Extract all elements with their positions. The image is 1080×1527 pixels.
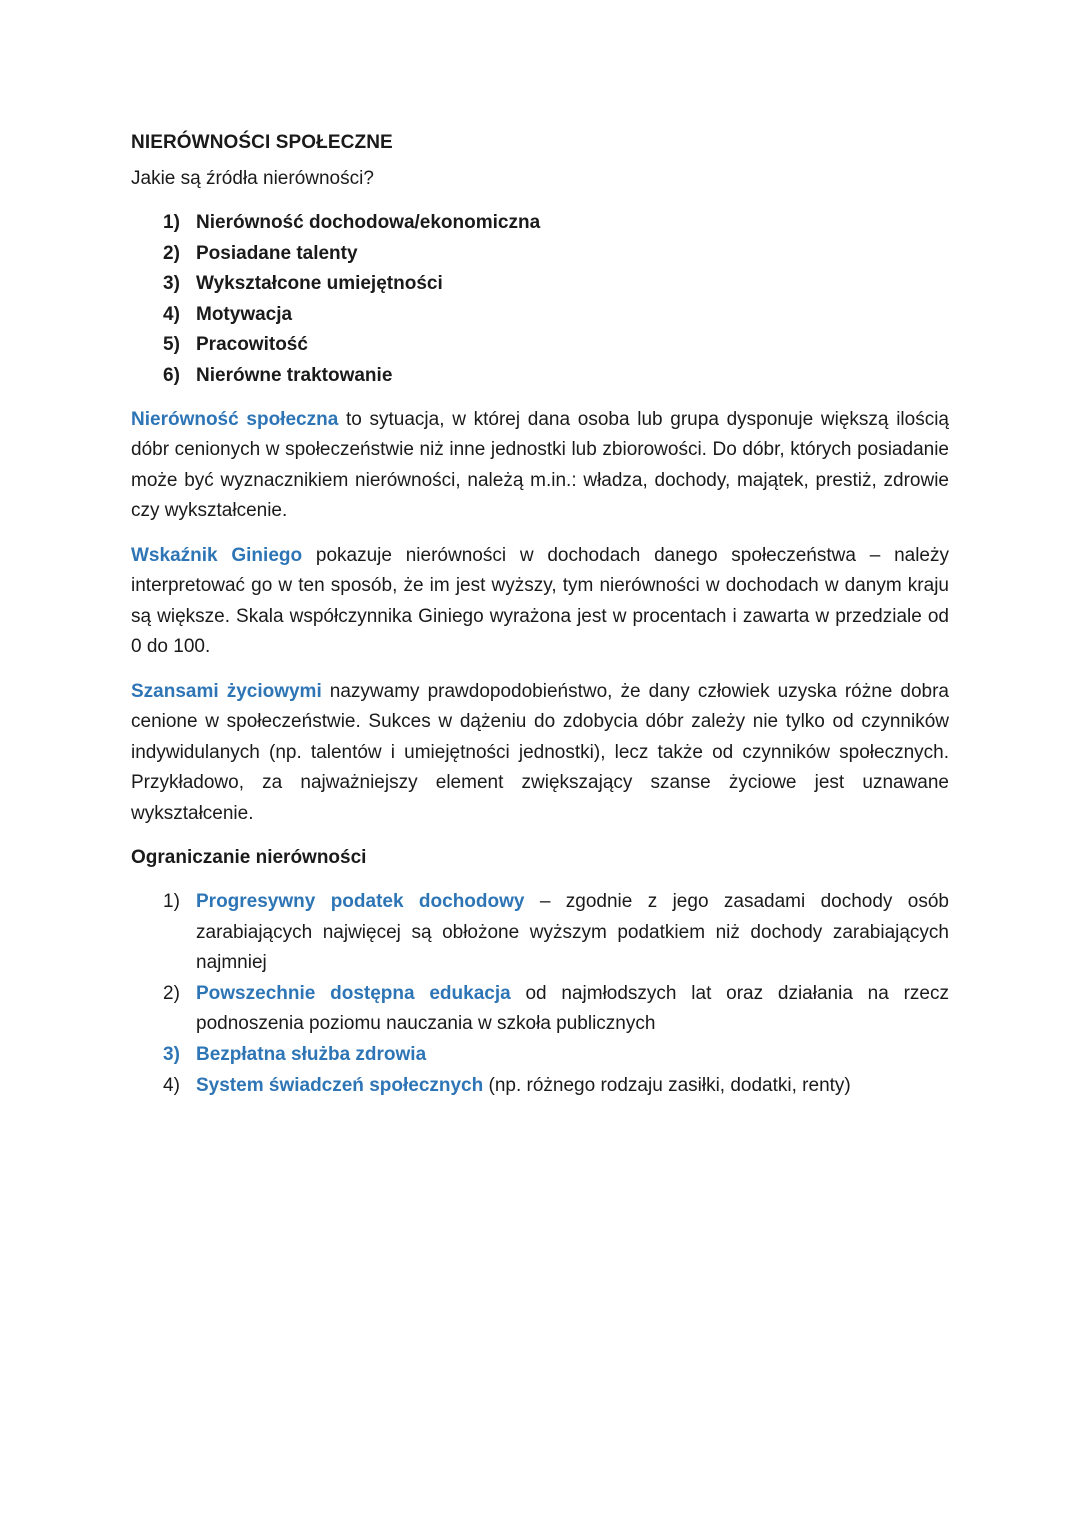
definition-term: Wskaźnik Giniego [131, 544, 303, 566]
document-page [131, 128, 949, 1101]
definition-term: Szansami życiowymi [131, 680, 322, 702]
limits-heading: Ograniczanie nierówności [131, 847, 367, 869]
paragraph-life-chances: Szansami życiowymi nazywamy prawdopodobieństwo, że dany człowiek uzyska różne dobra cenione w społeczeństwie. Sukces w dążeniu do zdobycia dóbr zależy nie tylko od czynników indywidulanych (np. talentów i umiejętności jednostki), lecz także od czynników społecznych. Przykładowo, za najważniejszy element zwiększający szanse życiowe jest uznawane wykształcenie. [131, 680, 949, 824]
page-title: NIERÓWNOŚCI SPOŁECZNE [131, 132, 393, 153]
list-item: 1) Progresywny podatek dochodowy – zgodnie z jego zasadami dochody osób zarabiających najwięcej są obłożone wyższym podatkiem niż dochody zarabiających najmniej [163, 891, 949, 974]
list-item: 3) Wykształcone umiejętności [163, 273, 443, 295]
paragraph-social-inequality: Nierówność społeczna to sytuacja, w której dana osoba lub grupa dysponuje większą ilością dóbr cenionych w społeczeństwie niż inne jednostki lub zbiorowości. Do dóbr, których posiadanie może być wyznacznikiem nierówności, należą m.in.: władza, dochody, majątek, prestiż, zdrowie czy wykształcenie. [131, 408, 949, 522]
list-item: 5) Pracowitość [163, 334, 308, 356]
paragraph-gini-index: Wskaźnik Giniego pokazuje nierówności w dochodach danego społeczeństwa – należy interpretować go w ten sposób, że im jest wyższy, tym nierówności w dochodach w danym kraju są większe. Skala współczynnika Giniego wyrażona jest w procentach i zawarta w przedziale od 0 do 100. [131, 544, 949, 658]
list-item: 1) Nierówność dochodowa/ekonomiczna [163, 212, 541, 233]
list-item: 6) Nierówne traktowanie [163, 364, 393, 386]
list-item: 4) System świadczeń społecznych (np. różnego rodzaju zasiłki, dodatki, renty) [163, 1074, 851, 1096]
definition-term: Nierówność społeczna [131, 408, 339, 430]
list-item: 2) Powszechnie dostępna edukacja od najmłodszych lat oraz działania na rzecz podnoszenia poziomu nauczania w szkoła publicznych [163, 982, 949, 1035]
limits-list [131, 887, 949, 1101]
list-item: 4) Motywacja [163, 303, 293, 325]
list-item: 2) Posiadane talenty [163, 242, 358, 264]
sources-list [131, 208, 949, 392]
list-item: 3) Bezpłatna służba zdrowia [163, 1044, 427, 1066]
sources-question: Jakie są źródła nierówności? [131, 168, 374, 189]
